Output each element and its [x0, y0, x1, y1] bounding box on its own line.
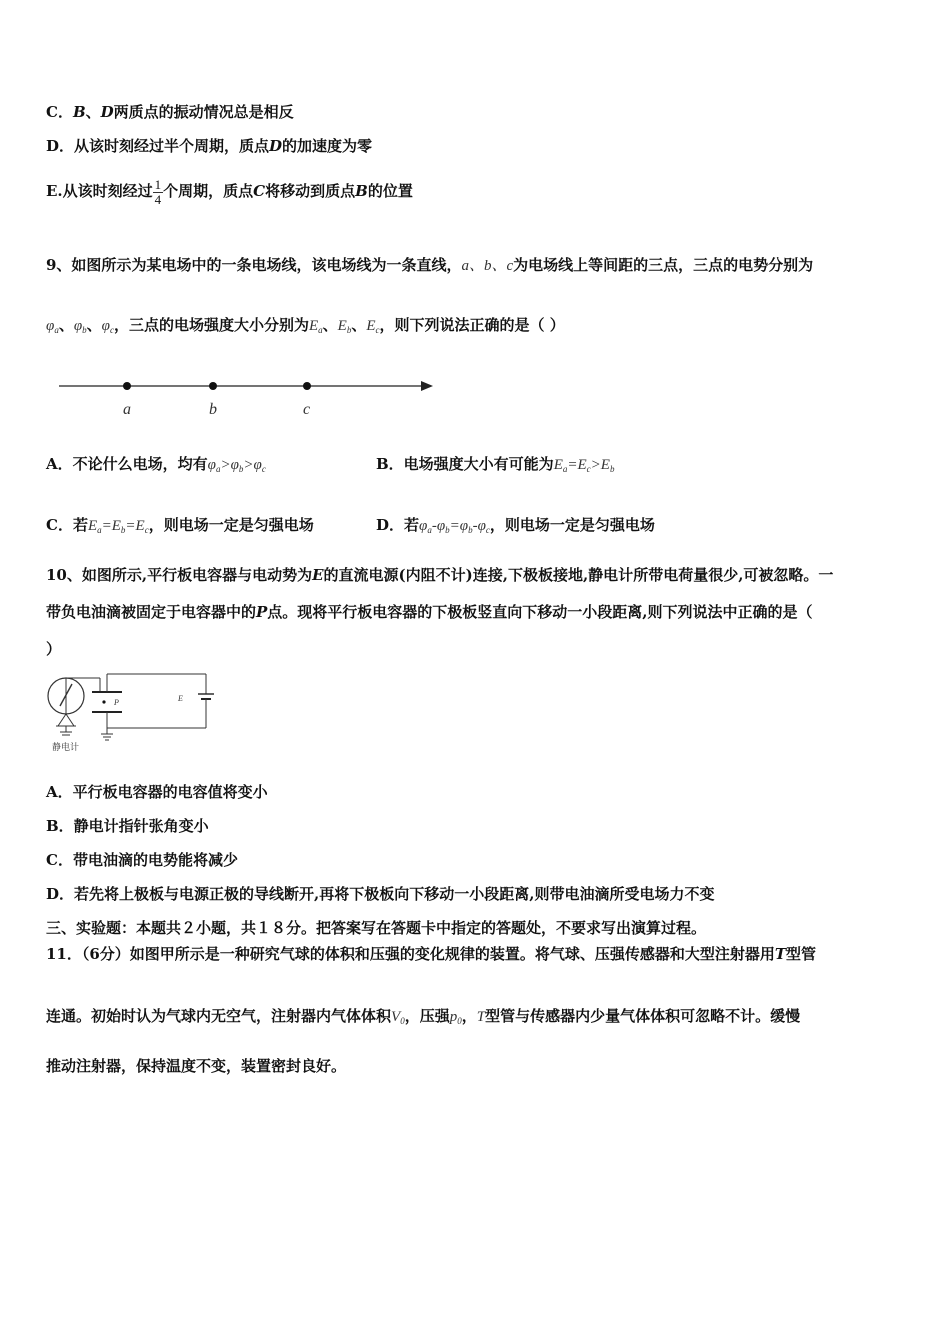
q10-stem-line3: ）	[46, 640, 62, 658]
q10-stem-line2: 带负电油滴被固定于电容器中的P点。现将平行板电容器的下极板竖直向下移动一小段距离,则下列说法中正确的是（	[46, 603, 813, 621]
electric-field-line-figure	[55, 372, 440, 422]
q8-option-c: C．B、D两质点的振动情况总是相反	[46, 103, 294, 121]
label-c: c	[303, 401, 311, 418]
label-a: a	[123, 401, 131, 418]
q11-stem-line3: 推动注射器，保持温度不变，装置密封良好。	[46, 1057, 347, 1075]
arrow-head-icon	[421, 381, 433, 391]
q8-option-d: D．从该时刻经过半个周期，质点D的加速度为零	[46, 137, 373, 155]
q10-stem-line1: 10、如图所示,平行板电容器与电动势为E的直流电源(内阻不计)连接,下极板接地,静电计所带电荷量很少,可被忽略。一	[46, 566, 834, 584]
q9-option-d: D．若$\varphi_a-\varphi_b=\varphi_b-\varphi_c$，则电场一定是匀强电场	[376, 516, 655, 535]
q10-option-c: C．带电油滴的电势能将减少	[46, 851, 238, 869]
fraction-one-quarter: $\frac{1}{4}$	[154, 176, 162, 207]
electroscope-leg-left	[58, 714, 66, 726]
capacitor-circuit-figure	[40, 668, 220, 756]
point-c	[303, 382, 311, 390]
q10-option-b: B．静电计指针张角变小	[46, 817, 209, 835]
electroscope-caption: 静电计	[52, 743, 80, 753]
q11-stem-line2: 连通。初始时认为气球内无空气，注射器内气体体积$V_0$，压强$p_0$，T型管与传感器内少量气体体积可忽略不计。缓慢	[46, 1007, 801, 1026]
q9-option-a: A．不论什么电场，均有$\varphi_a>\varphi_b>\varphi_c$	[46, 455, 266, 474]
q9-option-b: B．电场强度大小有可能为$E_a=E_c>E_b$	[376, 455, 615, 474]
label-e: E	[178, 694, 183, 703]
point-b	[209, 382, 217, 390]
oil-drop-p	[102, 700, 105, 703]
q11-stem-line1: 11．（6分）如图甲所示是一种研究气球的体积和压强的变化规律的装置。将气球、压强传感器和大型注射器用T型管	[46, 945, 817, 963]
q10-option-a: A．平行板电容器的电容值将变小	[46, 783, 268, 801]
label-p: P	[114, 698, 119, 707]
q9-stem-line2: $\varphi_a$、$\varphi_b$、$\varphi_c$，三点的电场强度大小分别为$E_a$、$E_b$、$E_c$，则下列说法正确的是（ ）	[46, 316, 565, 335]
q9-option-c: C．若$E_a=E_b=E_c$，则电场一定是匀强电场	[46, 516, 314, 535]
electroscope-leg-right	[66, 714, 74, 726]
q10-option-d: D．若先将上极板与电源正极的导线断开,再将下极板向下移动一小段距离,则带电油滴所受电场力不变	[46, 885, 715, 903]
label-b: b	[209, 401, 217, 418]
q9-stem-line1: 9、如图所示为某电场中的一条电场线，该电场线为一条直线，a、b、c为电场线上等间距的三点，三点的电势分别为	[46, 256, 814, 274]
q8-option-e: E.从该时刻经过 $\frac{1}{4}$ 个周期，质点C将移动到质点B的位置	[46, 176, 413, 207]
section-3-heading: 三、实验题：本题共２小题，共１８分。把答案写在答题卡中指定的答题处，不要求写出演算过程。	[46, 919, 707, 937]
point-a	[123, 382, 131, 390]
